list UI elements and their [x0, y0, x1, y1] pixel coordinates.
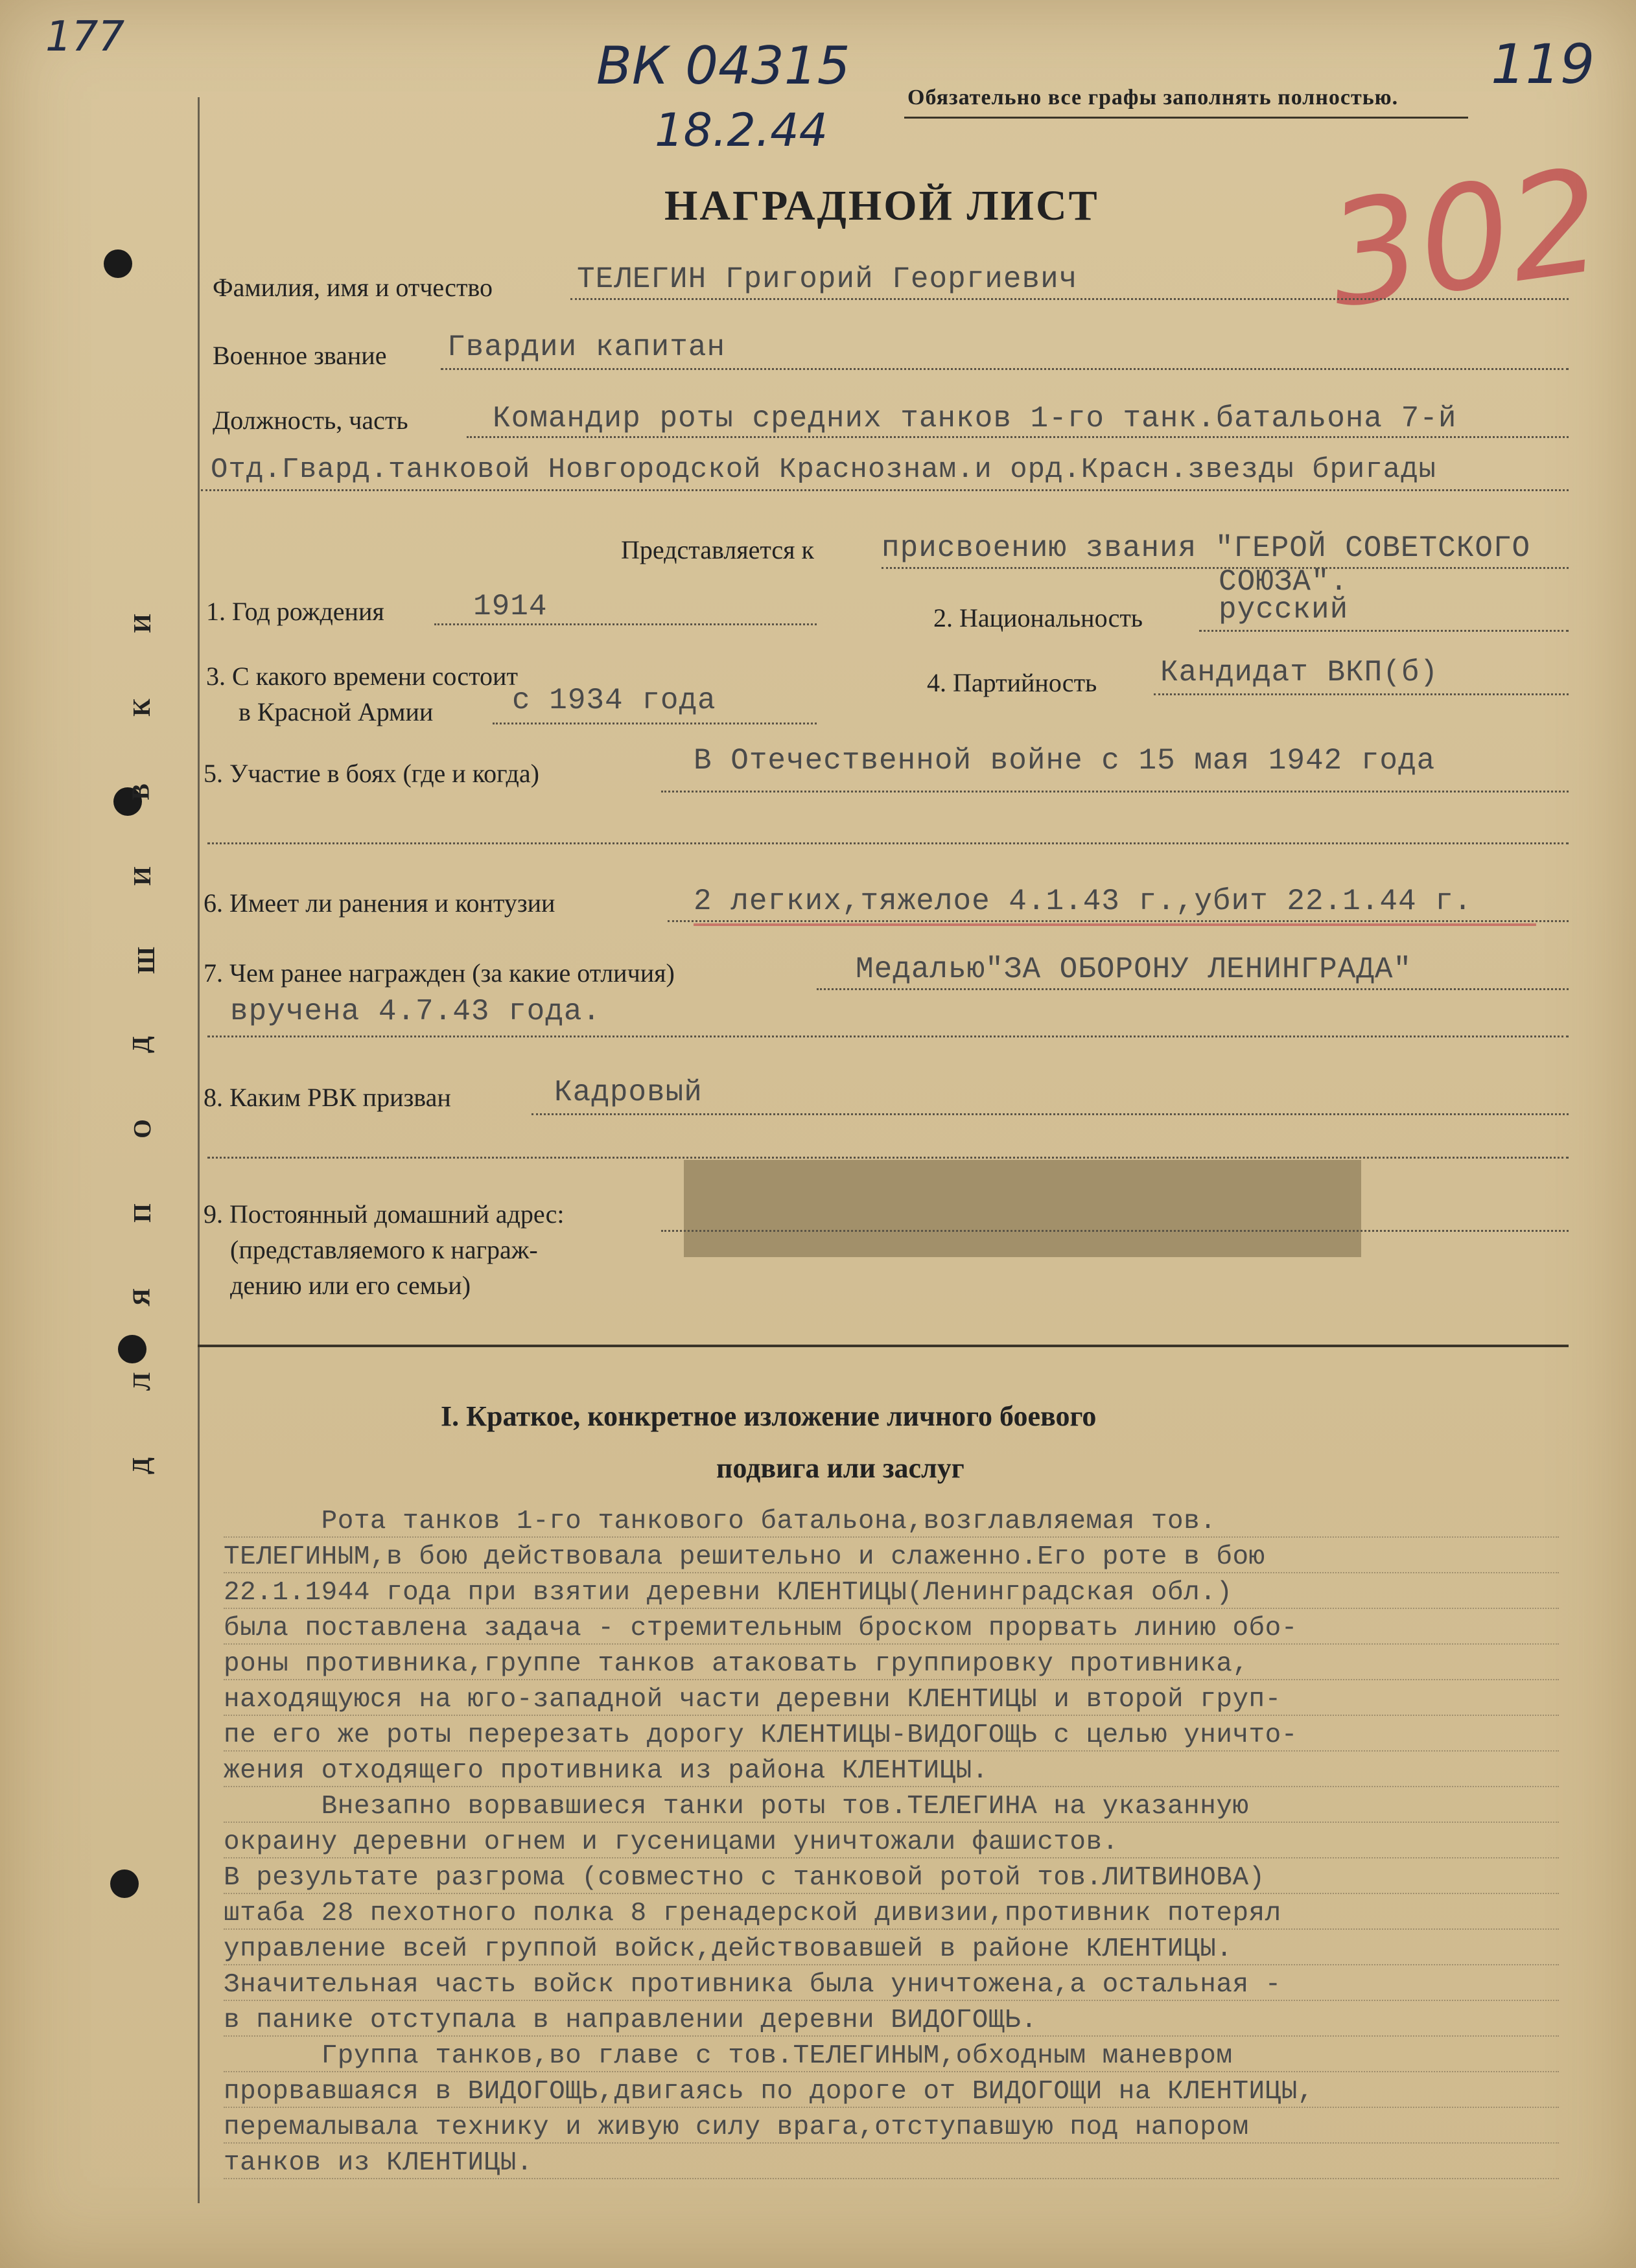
rvk-line-2: [207, 1157, 1569, 1159]
name-value: ТЕЛЕГИН Григорий Георгиевич: [577, 262, 1078, 296]
citation-rule: [224, 2035, 1559, 2037]
citation-rule: [224, 1786, 1559, 1787]
citation-rule: [224, 1679, 1559, 1680]
presented-value-line-1: присвоению звания "ГЕРОЙ СОВЕТСКОГО: [882, 531, 1531, 565]
birth-year-line: [434, 623, 817, 625]
side-letter: Д: [128, 1457, 156, 1475]
citation-line: окраину деревни огнем и гусеницами уничтожали фашистов.: [224, 1827, 1119, 1857]
citation-line: в панике отступала в направлении деревни ВИДОГОЩЬ.: [224, 2006, 1038, 2035]
wounds-label: 6. Имеет ли ранения и контузии: [204, 888, 555, 918]
section-title-line-2: подвига или заслуг: [716, 1452, 964, 1484]
rank-line: [441, 368, 1569, 370]
birth-year-value: 1914: [473, 590, 548, 623]
binder-hole: [104, 249, 132, 278]
fill-instruction: Обязательно все графы заполнять полностью.: [907, 86, 1399, 110]
side-letter: Д: [128, 1036, 156, 1054]
position-line-2: [201, 489, 1569, 491]
position-value-line-2: Отд.Гвард.танковой Новгородской Краснознам.и орд.Красн.звезды бригады: [211, 454, 1436, 486]
citation-line: ТЕЛЕГИНЫМ,в бою действовала решительно и слаженно.Его роте в бою: [224, 1542, 1265, 1572]
citation-line: роны противника,группе танков атаковать группировку противника,: [224, 1649, 1249, 1679]
presented-label: Представляется к: [621, 535, 814, 564]
citation-rule: [224, 1715, 1559, 1716]
citation-rule: [224, 1536, 1559, 1538]
side-letter: Я: [128, 1288, 156, 1306]
side-letter: Ш: [132, 947, 160, 974]
rvk-value: Кадровый: [554, 1076, 703, 1109]
address-label-line-1: 9. Постоянный домашний адрес:: [204, 1199, 565, 1229]
name-label: Фамилия, имя и отчество: [213, 273, 493, 302]
citation-line: Рота танков 1-го танкового батальона,возглавляемая тов.: [224, 1507, 1217, 1536]
citation-rule: [224, 2142, 1559, 2144]
service-value: с 1934 года: [512, 684, 716, 717]
name-line: [570, 298, 1569, 300]
wounds-value: 2 легких,тяжелое 4.1.43 г.,убит 22.1.44 г.: [694, 885, 1473, 918]
citation-rule: [224, 1822, 1559, 1823]
citation-line: Группа танков,во главе с тов.ТЕЛЕГИНЫМ,обходным маневром: [224, 2041, 1233, 2071]
citation-line: пе его же роты перерезать дорогу КЛЕНТИЦЫ-ВИДОГОЩЬ с целью уничто-: [224, 1720, 1298, 1750]
battles-line-2: [207, 842, 1569, 844]
citation-rule: [224, 1928, 1559, 1930]
instruction-underline: [904, 117, 1468, 119]
position-value-line-1: Командир роты средних танков 1-го танк.батальона 7-й: [493, 402, 1457, 435]
service-label-line-2: в Красной Армии: [239, 697, 434, 726]
wounds-red-underline: [694, 923, 1536, 926]
margin-rule: [198, 97, 200, 2203]
citation-line: жения отходящего противника из района КЛЕНТИЦЫ.: [224, 1756, 988, 1786]
awards-line-2: [207, 1036, 1569, 1037]
battles-label: 5. Участие в боях (где и когда): [204, 759, 539, 788]
citation-rule: [224, 1893, 1559, 1894]
awards-value-line-1: Медалью"ЗА ОБОРОНУ ЛЕНИНГРАДА": [856, 953, 1412, 986]
nationality-value: русский: [1219, 593, 1349, 627]
position-label: Должность, часть: [213, 406, 408, 435]
citation-rule: [224, 1572, 1559, 1573]
address-label-line-3: дению или его семьи): [230, 1271, 471, 1300]
service-label-line-1: 3. С какого времени состоит: [206, 662, 518, 691]
citation-line: прорвавшаяся в ВИДОГОЩЬ,двигаясь по дороге от ВИДОГОЩИ на КЛЕНТИЦЫ,: [224, 2077, 1314, 2107]
archive-date: 18.2.44: [655, 104, 828, 157]
citation-line: В результате разгрома (совместно с танковой ротой тов.ЛИТВИНОВА): [224, 1863, 1265, 1893]
citation-line: находящуюся на юго-западной части деревни КЛЕНТИЦЫ и второй груп-: [224, 1685, 1281, 1715]
citation-line: Внезапно ворвавшиеся танки роты тов.ТЕЛЕГИНА на указанную: [224, 1792, 1249, 1822]
awards-label: 7. Чем ранее награжден (за какие отличия): [204, 958, 675, 988]
citation-line: Значительная часть войск противника была уничтожена,а остальная -: [224, 1970, 1281, 2000]
citation-line: управление всей группой войск,действовавшей в районе КЛЕНТИЦЫ.: [224, 1934, 1233, 1964]
section-title-line-1: I. Краткое, конкретное изложение личного боевого: [441, 1400, 1097, 1432]
citation-line: 22.1.1944 года при взятии деревни КЛЕНТИЦЫ(Ленинградская обл.): [224, 1578, 1233, 1608]
citation-line: штаба 28 пехотного полка 8 гренадерской дивизии,противник потерял: [224, 1899, 1281, 1928]
section-separator: [198, 1345, 1569, 1347]
side-letter: Л: [128, 1372, 156, 1391]
nationality-label: 2. Национальность: [933, 603, 1143, 632]
citation-rule: [224, 2071, 1559, 2072]
citation-rule: [224, 2107, 1559, 2108]
address-line: [661, 1230, 1569, 1232]
side-letter: К: [128, 699, 156, 717]
binder-hole: [110, 1869, 139, 1898]
archive-code: ВК 04315: [596, 36, 850, 96]
binder-hole: [118, 1335, 146, 1363]
citation-rule: [224, 1857, 1559, 1858]
birth-year-label: 1. Год рождения: [206, 597, 384, 626]
awards-value-line-2: вручена 4.7.43 года.: [230, 995, 602, 1028]
rvk-label: 8. Каким РВК призван: [204, 1083, 451, 1112]
red-number: 302: [1318, 137, 1611, 340]
sheet-number: 119: [1491, 32, 1595, 96]
side-letter: И: [128, 614, 156, 633]
nationality-line: [1199, 630, 1569, 632]
rank-value: Гвардии капитан: [447, 330, 726, 364]
citation-line: перемалывала технику и живую силу врага,отступавшую под напором: [224, 2112, 1249, 2142]
citation-rule: [224, 1750, 1559, 1752]
address-label-line-2: (представляемого к награж-: [230, 1235, 538, 1264]
side-letter: В: [127, 783, 155, 800]
citation-rule: [224, 1608, 1559, 1609]
side-letter: О: [128, 1119, 156, 1139]
address-redaction: [684, 1160, 1361, 1257]
page-title: НАГРАДНОЙ ЛИСТ: [664, 182, 1099, 229]
citation-rule: [224, 2000, 1559, 2001]
presented-value-line-2: СОЮЗА".: [1219, 565, 1349, 599]
service-line: [493, 723, 817, 724]
citation-line: была поставлена задача - стремительным броском прорвать линию обо-: [224, 1614, 1298, 1643]
side-letter: П: [128, 1203, 156, 1223]
awards-line-1: [817, 988, 1569, 990]
party-value: Кандидат ВКП(б): [1160, 656, 1439, 689]
battles-value: В Отечественной войне с 15 мая 1942 года: [694, 744, 1436, 778]
rank-label: Военное звание: [213, 341, 387, 370]
rvk-line-1: [532, 1113, 1569, 1115]
party-line: [1154, 693, 1569, 695]
top-left-number: 177: [45, 13, 125, 61]
side-letter: И: [128, 866, 156, 886]
battles-line-1: [661, 791, 1569, 793]
wounds-line: [668, 920, 1569, 922]
party-label: 4. Партийность: [927, 668, 1097, 697]
citation-line: танков из КЛЕНТИЦЫ.: [224, 2148, 533, 2178]
citation-rule: [224, 1964, 1559, 1965]
position-line-1: [467, 436, 1569, 438]
citation-rule: [224, 2178, 1559, 2179]
citation-rule: [224, 1643, 1559, 1645]
